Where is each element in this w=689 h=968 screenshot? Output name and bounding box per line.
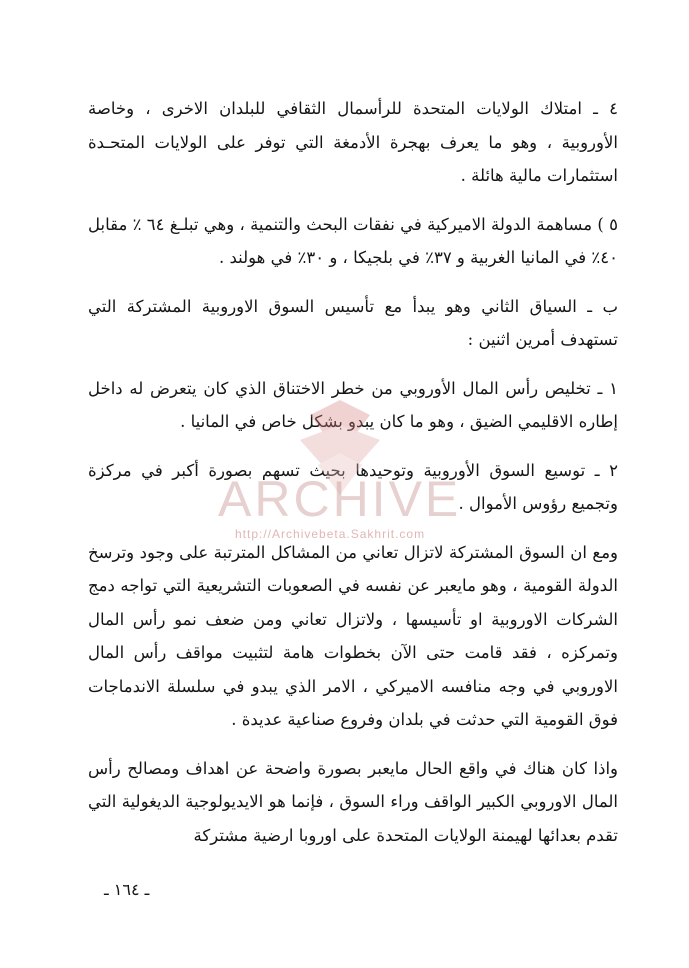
paragraph-context-b: ب ـ السياق الثاني وهو يبدأ مع تأسيس السوق الاوروبية المشتركة التي تستهدف أمرين اثنين : (88, 296, 618, 349)
paragraph-gaullist: واذا كان هناك في واقع الحال مايعبر بصورة واضحة عن اهداف ومصالح رأس المال الاوروبي الكبير الواقف وراء السوق ، فإنما هو الايديولوجية الديغولية التي تقدم بعدائها لهيمنة الولايات المتحدة على اوروبا ارضية مشتركة (88, 758, 618, 845)
paragraph-item-4: ٤ ـ امتلاك الولايات المتحدة للرأسمال الثقافي للبلدان الاخرى ، وخاصة الأوروبية ، وهو ما يعرف بهجرة الأدمغة التي توفر على الولايات المتحـدة استثمارات مالية هائلة . (88, 99, 618, 185)
watermark-url: http://Archivebeta.Sakhrit.com (235, 527, 426, 541)
paragraph-item-2: ٢ ـ توسيع السوق الأوروبية وتوحيدها بحيث تسهم بصورة أكبر في مركزة وتجميع رؤوس الأموال . (88, 460, 618, 513)
paragraph-item-5: ٥ ) مساهمة الدولة الاميركية في نفقات البحث والتنمية ، وهي تبلـغ ٦٤ ٪ مقابل ٤٠٪ في المانيا الغربية و ٣٧٪ في بلجيكا ، و ٣٠٪ في هولند . (88, 214, 618, 267)
paragraph-item-1: ١ ـ تخليص رأس المال الأوروبي من خطر الاختناق الذي كان يتعرض له داخل إطاره الاقليمي الضيق ، وهو ما كان يبدو بشكل خاص في المانيا . (88, 378, 618, 431)
paragraph-common-market: ومع ان السوق المشتركة لاتزال تعاني من المشاكل المترتبة على وجود وترسخ الدولة القومية ، وهو مايعبر عن نفسه في الصعوبات التشريعية التي تواجه دمج الشركات الاوروبية او تأسيسها ، ولاتزال تعاني ومن ضعف نمو رأس المال وتمركزه ، فقد قامت حتى الآن بخطوات هامة لتثبيت مواقف رأس المال الاوروبي في وجه منافسه الاميركي ، الامر الذي يبدو في سلسلة الاندماجات فوق القومية التي حدثت في بلدان وفروع صناعية عديدة . (88, 542, 619, 729)
page-number: ـ ١٦٤ ـ (104, 880, 150, 899)
watermark-title: ARCHIVE (218, 471, 462, 527)
